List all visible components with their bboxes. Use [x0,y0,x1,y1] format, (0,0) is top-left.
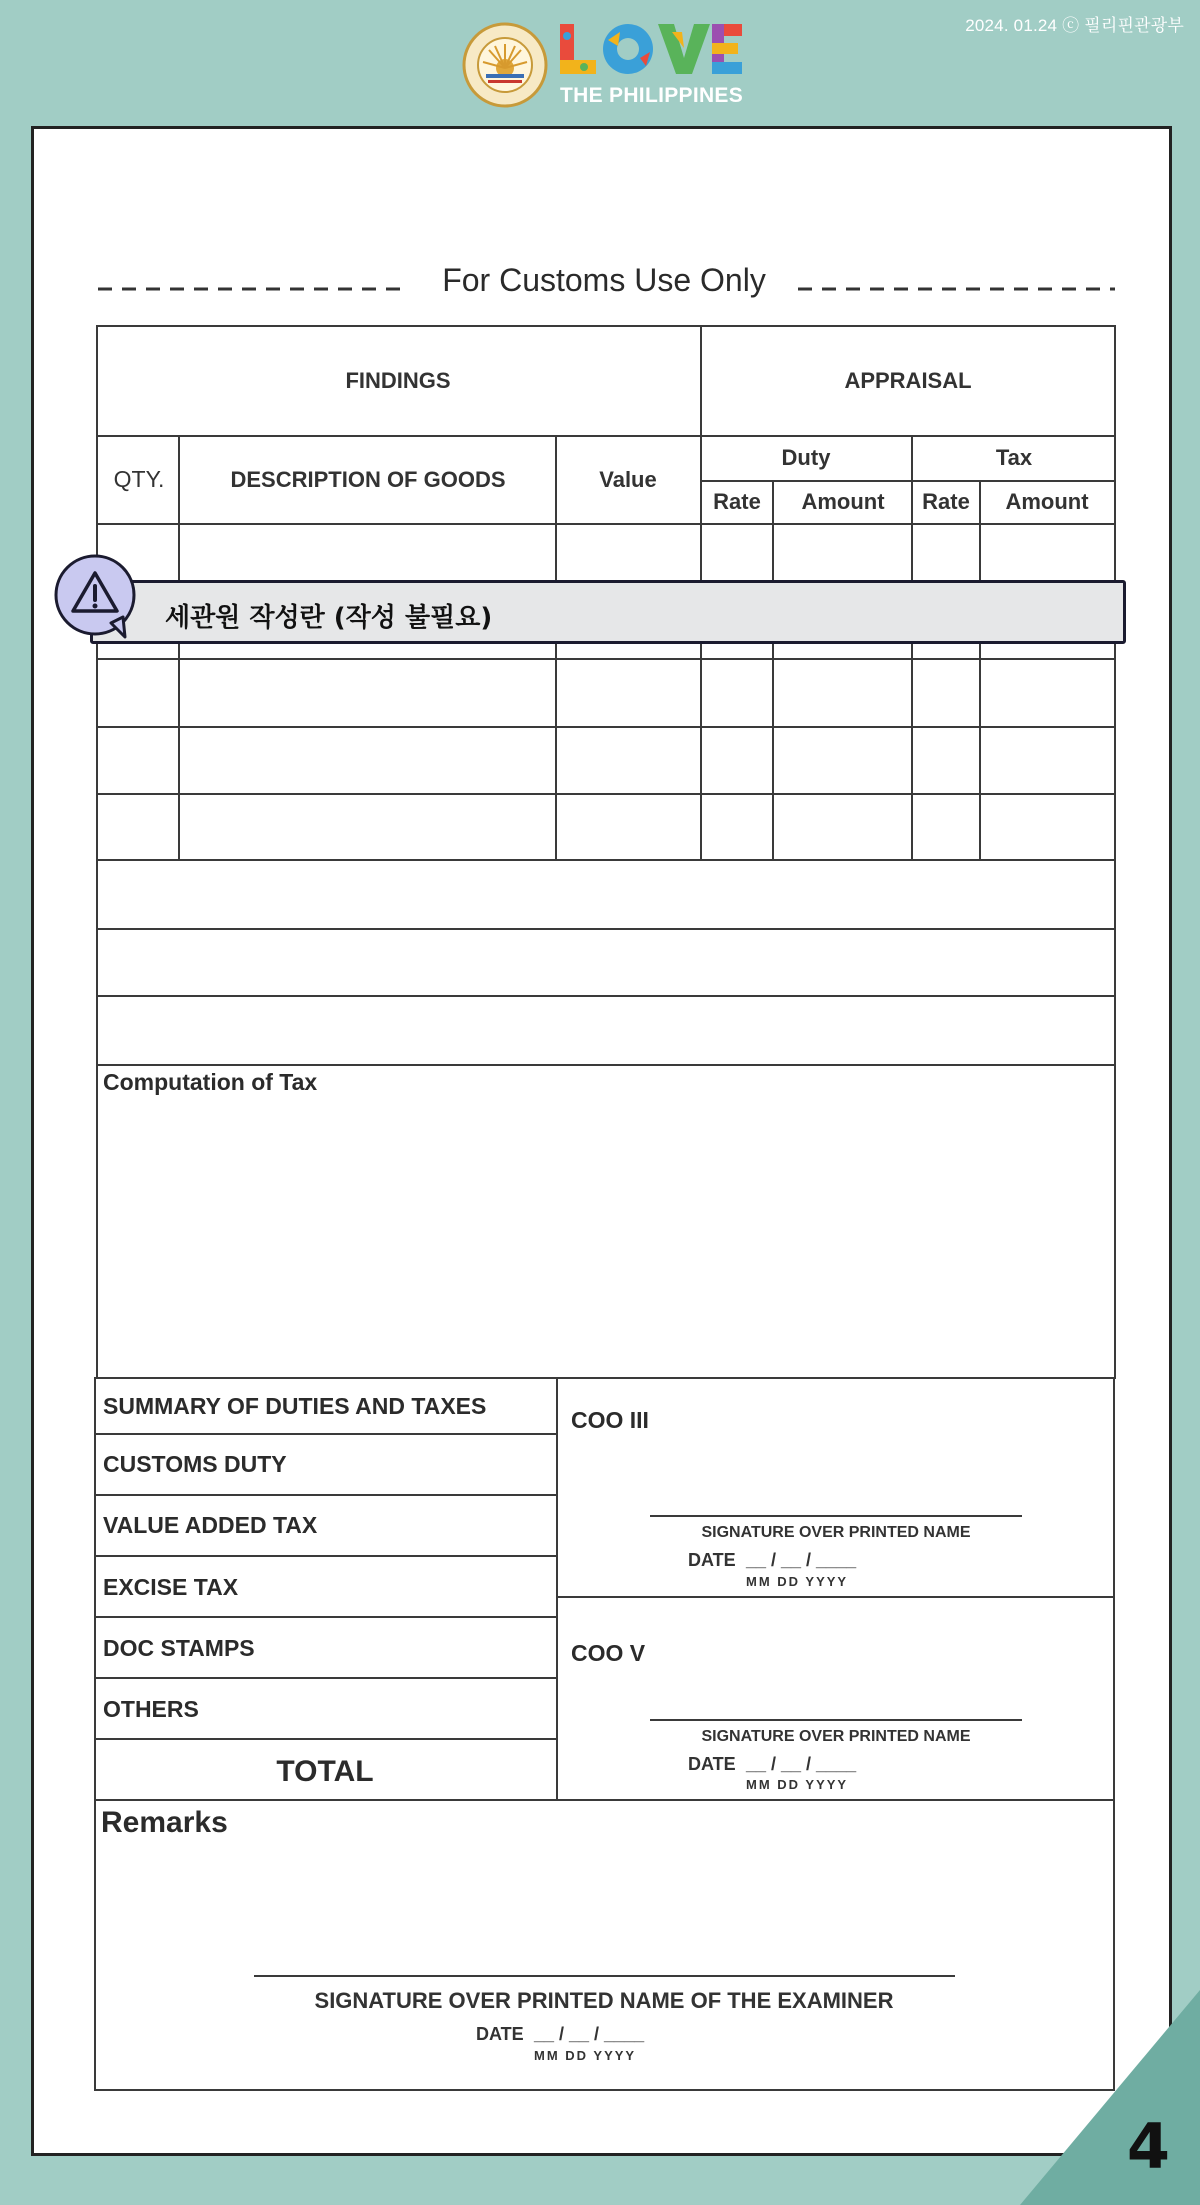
coo-v-date-format: MM DD YYYY [746,1777,849,1792]
total-label: TOTAL [276,1755,374,1788]
coo-iii-label: COO III [571,1407,649,1433]
tax-header: Tax [995,445,1033,470]
appraisal-header: APPRAISAL [844,368,972,393]
warning-icon [53,553,141,641]
computation-label: Computation of Tax [103,1069,318,1095]
logo-subtitle: THE PHILIPPINES [560,84,744,107]
page-number: 4 [1126,2110,1170,2183]
customs-only-callout [90,580,1126,644]
duty-rate-header: Rate [713,489,761,514]
tax-rate-header: Rate [922,489,970,514]
duty-header: Duty [781,445,831,470]
doc-stamps-label: DOC STAMPS [103,1635,255,1661]
coo-v-signature-label: SIGNATURE OVER PRINTED NAME [701,1728,971,1745]
description-header: DESCRIPTION OF GOODS [230,467,506,492]
coo-v-date-blanks: __ / __ / ____ [746,1754,857,1774]
computation-box [97,1065,1115,1378]
coo-iii-signature-label: SIGNATURE OVER PRINTED NAME [701,1524,971,1541]
coo-iii-date-format: MM DD YYYY [746,1574,849,1589]
summary-title: SUMMARY OF DUTIES AND TAXES [103,1393,487,1419]
corner-triangle [1020,1990,1200,2205]
form-title: For Customs Use Only [442,262,766,298]
examiner-date-format: MM DD YYYY [534,2048,637,2063]
coo-v-label: COO V [571,1640,646,1666]
duty-amount-header: Amount [801,489,885,514]
coo-v-date-label: DATE [688,1754,736,1774]
blank-rows [97,860,1115,1065]
value-header: Value [599,467,657,492]
qty-header: QTY. [113,466,165,492]
examiner-date-blanks: __ / __ / ____ [534,2024,645,2044]
remarks-label: Remarks [101,1806,228,1839]
excise-tax-label: EXCISE TAX [103,1574,239,1600]
vat-label: VALUE ADDED TAX [103,1512,318,1538]
remarks-box [95,1800,1114,2090]
callout-text: 세관원 작성란 (작성 불필요) [165,603,493,633]
tax-amount-header: Amount [1005,489,1089,514]
customs-duty-label: CUSTOMS DUTY [103,1451,287,1477]
examiner-date-label: DATE [476,2024,524,2044]
copyright-text: 2024. 01.24 ⓒ 필리핀관광부 [965,16,1184,35]
others-label: OTHERS [103,1696,199,1722]
coo-iii-date-label: DATE [688,1550,736,1570]
coo-iii-date-blanks: __ / __ / ____ [746,1550,857,1570]
findings-header: FINDINGS [345,368,451,393]
examiner-signature-label: SIGNATURE OVER PRINTED NAME OF THE EXAMINER [314,1988,894,2013]
